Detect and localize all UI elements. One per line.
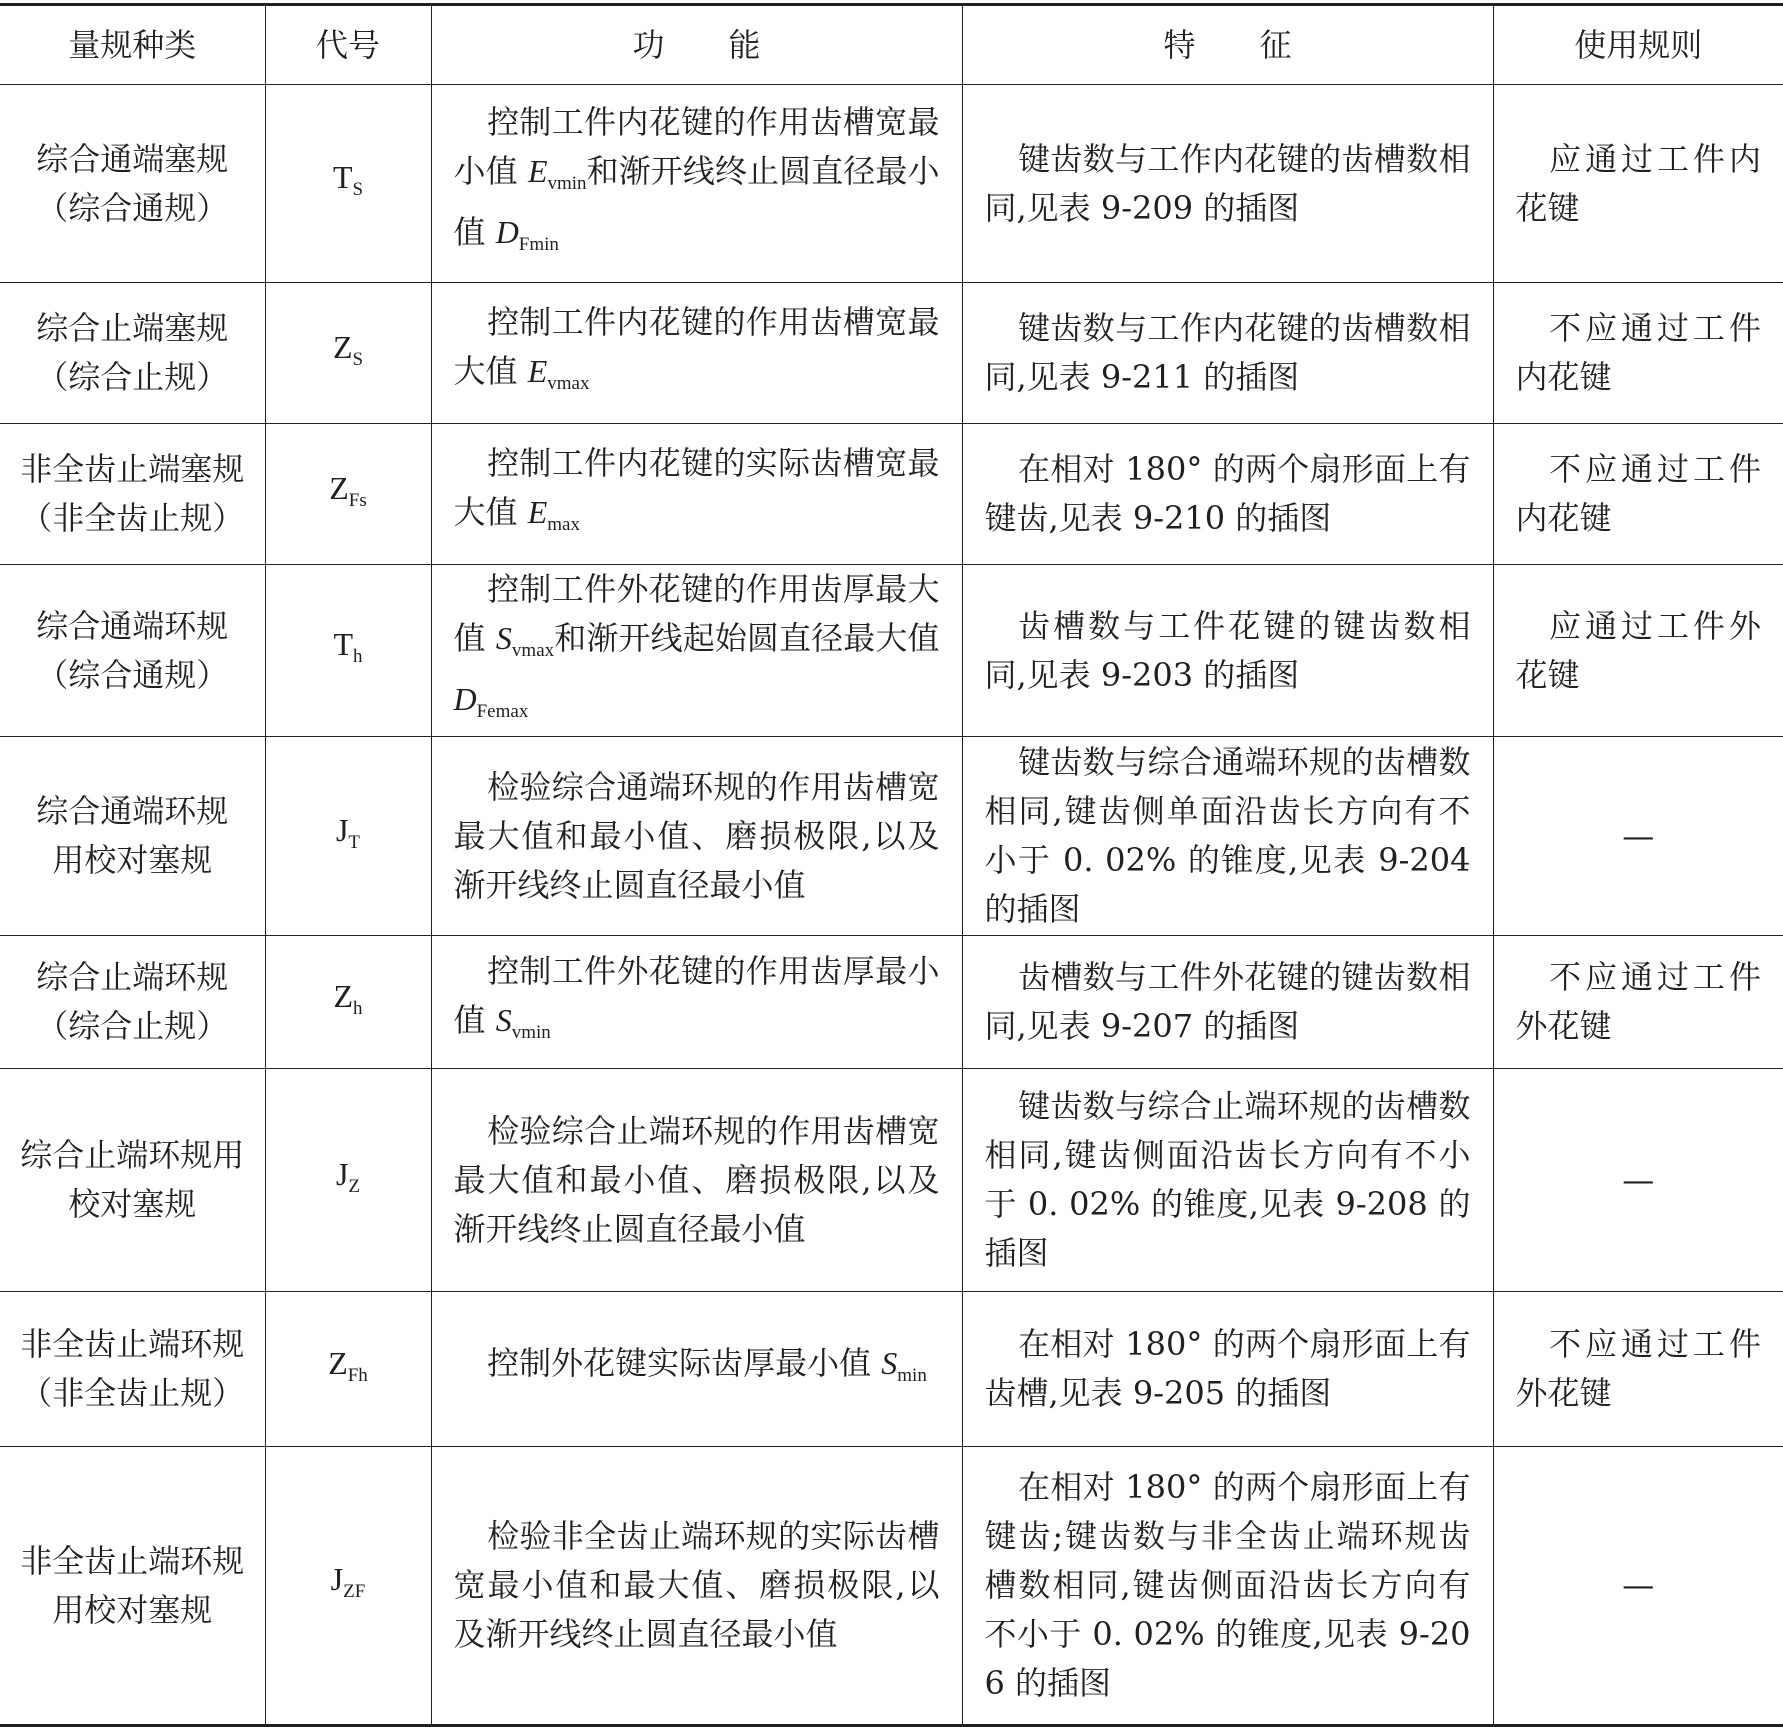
code-cell: $Z_{Fh}$	[265, 1292, 431, 1447]
table-row	[0, 1292, 1783, 1447]
feature-cell: 键齿数与工作内花键的齿槽数相同,见表 9-209 的插图	[962, 85, 1493, 283]
code-cell: $Z_S$	[265, 283, 431, 424]
function-cell: 控制工件内花键的作用齿槽宽最小值 $E_{vmin}$和渐开线终止圆直径最小值 $D_{Fmin}$	[431, 85, 962, 283]
code-cell: $Z_{Fs}$	[265, 424, 431, 565]
code-cell: $T_S$	[265, 85, 431, 283]
gauge-type-line: 用校对塞规	[52, 1590, 213, 1629]
gauge-type-line: 综合通端环规	[36, 792, 229, 830]
code-cell: $J_{ZF}$	[265, 1447, 431, 1726]
feature-cell: 齿槽数与工件外花键的键齿数相同,见表 9-207 的插图	[962, 936, 1493, 1069]
gauge-type-line: （综合通规）	[36, 188, 229, 227]
gauge-type-cell	[0, 565, 265, 737]
gauge-type-cell	[0, 936, 265, 1069]
usage-rule-cell: —	[1493, 737, 1783, 936]
gauge-type-line: 用校对塞规	[52, 841, 213, 879]
usage-rule-cell: —	[1493, 1069, 1783, 1292]
gauge-type-line: 综合通端环规	[36, 606, 229, 645]
gauge-type-line: 综合止端塞规	[36, 309, 229, 347]
code-cell: $J_T$	[265, 737, 431, 936]
header-feature: 特 征	[962, 5, 1493, 85]
header-code: 代号	[265, 5, 431, 85]
gauge-type-line: 非全齿止端塞规	[20, 450, 245, 488]
usage-rule-cell: 应通过工件外花键	[1493, 565, 1783, 737]
table-row	[0, 936, 1783, 1069]
function-cell: 控制工件外花键的作用齿厚最小值 $S_{vmin}$	[431, 936, 962, 1069]
feature-cell: 在相对 180° 的两个扇形面上有键齿,见表 9-210 的插图	[962, 424, 1493, 565]
feature-cell: 键齿数与综合通端环规的齿槽数相同,键齿侧单面沿齿长方向有不小于 0. 02% 的锥度,见表 9-204 的插图	[962, 737, 1493, 936]
table-row	[0, 737, 1783, 936]
feature-cell: 在相对 180° 的两个扇形面上有齿槽,见表 9-205 的插图	[962, 1292, 1493, 1447]
gauge-type-cell	[0, 1069, 265, 1292]
function-cell: 检验综合止端环规的作用齿槽宽最大值和最小值、磨损极限,以及渐开线终止圆直径最小值	[431, 1069, 962, 1292]
gauge-type-line: 非全齿止端环规	[20, 1325, 245, 1363]
gauge-type-line: 综合止端环规	[36, 958, 229, 996]
gauge-table	[0, 3, 1783, 1727]
usage-rule-cell: 不应通过工件外花键	[1493, 936, 1783, 1069]
code-cell: $Z_h$	[265, 936, 431, 1069]
table-row	[0, 424, 1783, 565]
usage-rule-cell: 不应通过工件内花键	[1493, 424, 1783, 565]
usage-rule-cell: 应通过工件内花键	[1493, 85, 1783, 283]
table-row	[0, 565, 1783, 737]
gauge-type-cell	[0, 85, 265, 283]
usage-rule-cell: 不应通过工件外花键	[1493, 1292, 1783, 1447]
table-row	[0, 1447, 1783, 1726]
feature-cell: 键齿数与综合止端环规的齿槽数相同,键齿侧面沿齿长方向有不小于 0. 02% 的锥度,见表 9-208 的插图	[962, 1069, 1493, 1292]
gauge-type-line: 非全齿止端环规	[20, 1541, 245, 1580]
gauge-type-cell	[0, 283, 265, 424]
function-cell: 检验非全齿止端环规的实际齿槽宽最小值和最大值、磨损极限,以及渐开线终止圆直径最小值	[431, 1447, 962, 1726]
gauge-type-line: （综合通规）	[36, 655, 229, 694]
header-function: 功 能	[431, 5, 962, 85]
table-row	[0, 1069, 1783, 1292]
usage-rule-cell: —	[1493, 1447, 1783, 1726]
header-usage-rule: 使用规则	[1493, 5, 1783, 85]
gauge-type-line: （非全齿止规）	[20, 499, 245, 537]
feature-cell: 齿槽数与工件花键的键齿数相同,见表 9-203 的插图	[962, 565, 1493, 737]
gauge-type-cell	[0, 1447, 265, 1726]
table-header-row	[0, 5, 1783, 85]
gauge-type-line: 综合通端塞规	[36, 139, 229, 178]
gauge-type-line: 校对塞规	[68, 1185, 197, 1223]
table-row	[0, 85, 1783, 283]
function-cell: 控制外花键实际齿厚最小值 $S_{min}$	[431, 1292, 962, 1447]
gauge-type-cell	[0, 1292, 265, 1447]
gauge-type-line: （综合止规）	[36, 1007, 229, 1045]
header-gauge-type: 量规种类	[0, 5, 265, 85]
function-cell: 控制工件内花键的作用齿槽宽最大值 $E_{vmax}$	[431, 283, 962, 424]
feature-cell: 键齿数与工作内花键的齿槽数相同,见表 9-211 的插图	[962, 283, 1493, 424]
gauge-type-line: 综合止端环规用	[20, 1136, 245, 1174]
code-cell: $T_h$	[265, 565, 431, 737]
table-row	[0, 283, 1783, 424]
feature-cell: 在相对 180° 的两个扇形面上有键齿;键齿数与非全齿止端环规齿槽数相同,键齿侧面沿齿长方向有不小于 0. 02% 的锥度,见表 9-206 的插图	[962, 1447, 1493, 1726]
gauge-type-cell	[0, 737, 265, 936]
function-cell: 控制工件外花键的作用齿厚最大值 $S_{vmax}$和渐开线起始圆直径最大值 $D_{Femax}$	[431, 565, 962, 737]
function-cell: 控制工件内花键的实际齿槽宽最大值 $E_{max}$	[431, 424, 962, 565]
code-cell: $J_Z$	[265, 1069, 431, 1292]
gauge-type-line: （综合止规）	[36, 358, 229, 396]
usage-rule-cell: 不应通过工件内花键	[1493, 283, 1783, 424]
function-cell: 检验综合通端环规的作用齿槽宽最大值和最小值、磨损极限,以及渐开线终止圆直径最小值	[431, 737, 962, 936]
gauge-type-cell	[0, 424, 265, 565]
gauge-type-line: （非全齿止规）	[20, 1374, 245, 1412]
